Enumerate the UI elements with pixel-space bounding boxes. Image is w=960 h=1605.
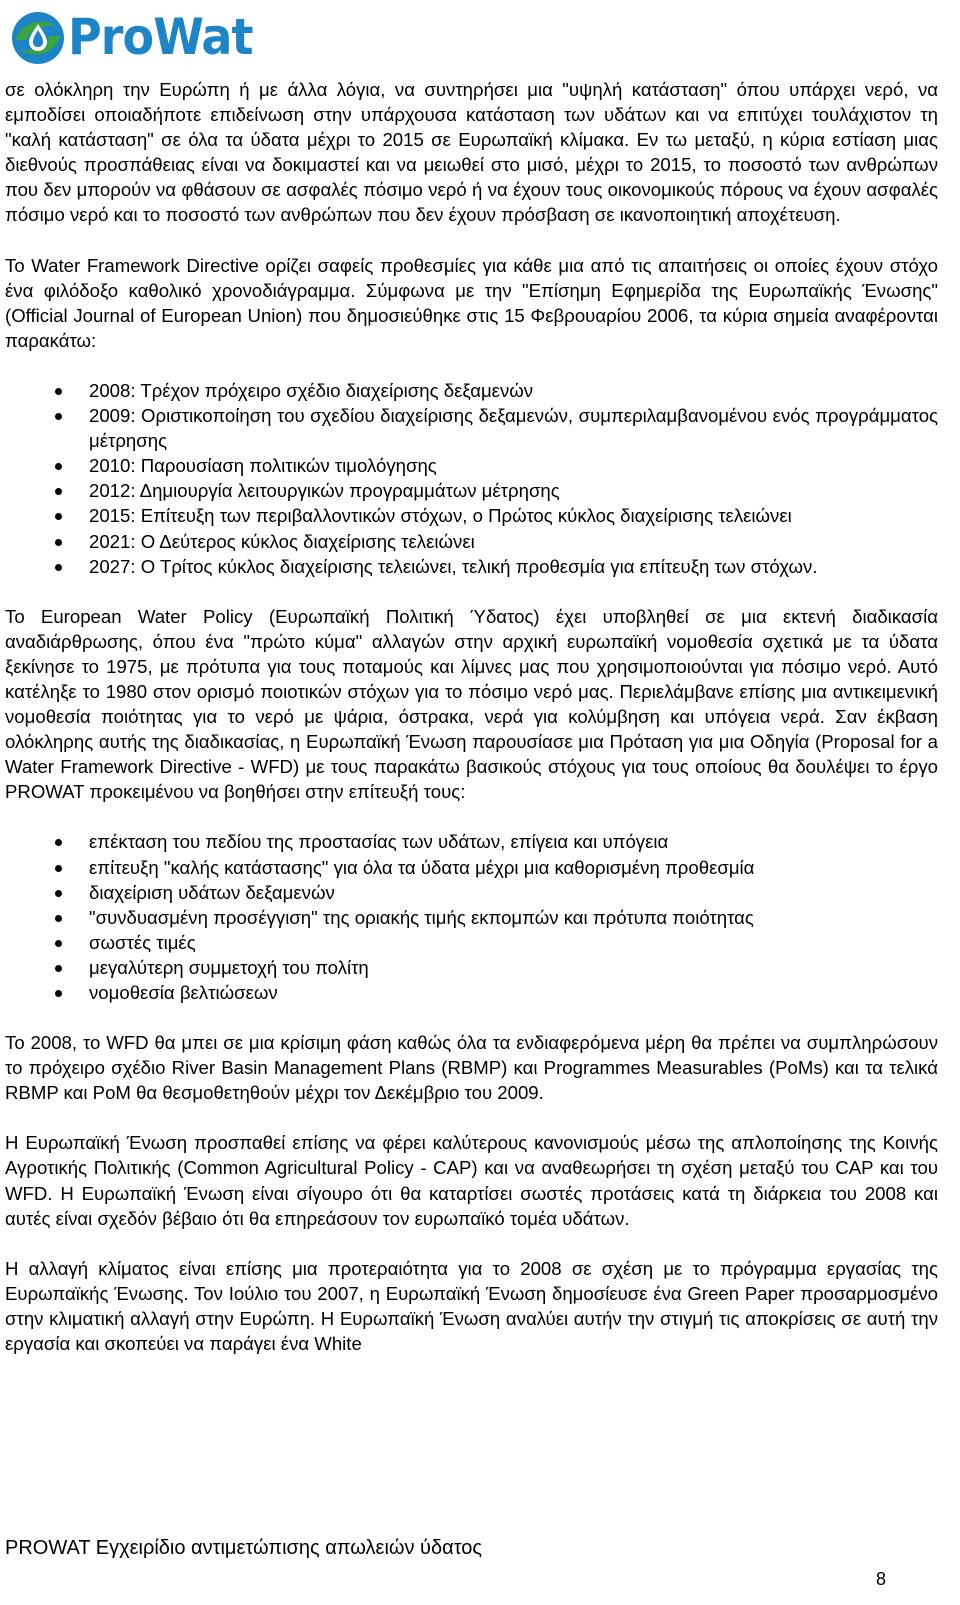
- logo-wordmark: ProWat: [68, 8, 253, 66]
- bullet-icon: [55, 564, 62, 571]
- bullet-icon: [55, 463, 62, 470]
- bullet-icon: [55, 915, 62, 922]
- page-number: 8: [876, 1569, 887, 1589]
- bullet-icon: [55, 539, 62, 546]
- list-item: επέκταση του πεδίου της προστασίας των υδάτων, επίγεια και υπόγεια: [5, 829, 938, 854]
- list-item: διαχείριση υδάτων δεξαμενών: [5, 880, 938, 905]
- bullet-icon: [55, 413, 62, 420]
- paragraph-6: Η αλλαγή κλίματος είναι επίσης μια προτεραιότητα για το 2008 σε σχέση με το πρόγραμμα εργασίας της Ευρωπαϊκής Ένωσης. Τον Ιούλιο του 2007, η Ευρωπαϊκή Ένωση δημοσίευσε ένα Green Paper προσαρμοσμένο στην κλιματική αλλαγή στην Ευρώπη. Η Ευρωπαϊκή Ένωση αναλύει αυτήν την στιγμή τις αποκρίσεις σε αυτή την εργασία και σκοπεύει να παράγει ένα White: [5, 1257, 938, 1355]
- bullet-icon: [55, 940, 62, 947]
- footer-title: PROWAT Εγχειρίδιο αντιμετώπισης απωλειών ύδατος: [5, 1537, 483, 1559]
- bullet-icon: [55, 488, 62, 495]
- document-body: [5, 77, 938, 1381]
- paragraph-2: Το Water Framework Directive ορίζει σαφείς προθεσμίες για κάθε μια από τις απαιτήσεις οι οποίες έχουν στόχο ένα φιλόδοξο καθολικό χρονοδιάγραμμα. Σύμφωνα με την "Επίσημη Εφημερίδα της Ευρωπαϊκής Ένωσης" (Official Journal of European Union) που δημοσιεύθηκε στις 15 Φεβρουαρίου 2006, τα κύρια σημεία αναφέρονται παρακάτω:: [5, 254, 938, 351]
- list-item: επίτευξη "καλής κατάστασης" για όλα τα ύδατα μέχρι μια καθορισμένη προθεσμία: [5, 855, 938, 880]
- list-item: 2009: Οριστικοποίηση του σχεδίου διαχείρισης δεξαμενών, συμπεριλαμβανομένου ενός προγράμματος μέτρησης: [5, 403, 938, 453]
- list-item: 2015: Επίτευξη των περιβαλλοντικών στόχων, ο Πρώτος κύκλος διαχείρισης τελειώνει: [5, 503, 938, 528]
- list-item: 2021: Ο Δεύτερος κύκλος διαχείρισης τελειώνει: [5, 529, 938, 554]
- bullet-icon: [55, 388, 62, 395]
- paragraph-5: Η Ευρωπαϊκή Ένωση προσπαθεί επίσης να φέρει καλύτερους κανονισμούς μέσω της απλοποίησης της Κοινής Αγροτικής Πολιτικής (Common Agricultural Policy - CAP) και να αναθεωρήσει τη σχέση μεταξύ του CAP και του WFD. Η Ευρωπαϊκή Ένωση είναι σίγουρο ότι θα καταρτίσει σωστές προτάσεις κατά τη διάρκεια του 2008 και αυτές είναι σχεδόν βέβαιο ότι θα επηρεάσουν τον ευρωπαϊκό τομέα υδάτων.: [5, 1132, 938, 1229]
- paragraph-1: σε ολόκληρη την Ευρώπη ή με άλλα λόγια, να συντηρήσει μια "υψηλή κατάσταση" όπου υπάρχει νερό, να εμποδίσει οποιαδήποτε επιδείνωση στην υπάρχουσα κατάσταση των υδάτων και να επιτύχει τουλάχιστον τη "καλή κατάσταση" σε όλα τα ύδατα μέχρι το 2015 σε Ευρωπαϊκή κλίμακα. Εν τω μεταξύ, η κύρια εστίαση μιας διεθνούς προσπάθειας είναι να δοκιμαστεί και να μειωθεί στο μισό, μέχρι το 2015, το ποσοστό των ανθρώπων που δεν μπορούν να φθάσουν σε ασφαλές πόσιμο νερό ή να έχουν τους οικονομικούς πόρους να έχουν ασφαλές πόσιμο νερό και το ποσοστό των ανθρώπων που δεν έχουν πρόσβαση σε ικανοποιητική αποχέτευση.: [5, 79, 938, 226]
- list-item: "συνδυασμένη προσέγγιση" της οριακής τιμής εκπομπών και πρότυπα ποιότητας: [5, 905, 938, 930]
- prowat-logo: [10, 8, 253, 66]
- list-item: σωστές τιμές: [5, 930, 938, 955]
- objectives-list: [5, 829, 938, 1005]
- paragraph-4: Το 2008, το WFD θα μπει σε μια κρίσιμη φάση καθώς όλα τα ενδιαφερόμενα μέρη θα πρέπει να συμπληρώσουν το πρόχειρο σχέδιο River Basin Management Plans (RBMP) και Programmes Measurables (PoMs) και τα τελικά RBMP και PoM θα θεσμοθετηθούν μέχρι τον Δεκέμβριο του 2009.: [5, 1032, 938, 1104]
- milestones-list: [5, 378, 938, 579]
- bullet-icon: [55, 839, 62, 846]
- list-item: 2010: Παρουσίαση πολιτικών τιμολόγησης: [5, 453, 938, 478]
- water-drop-swirl-icon: [10, 10, 66, 66]
- bullet-icon: [55, 865, 62, 872]
- list-item: 2012: Δημιουργία λειτουργικών προγραμμάτων μέτρησης: [5, 478, 938, 503]
- list-item: 2027: Ο Τρίτος κύκλος διαχείρισης τελειώνει, τελική προθεσμία για επίτευξη των στόχων.: [5, 554, 938, 579]
- list-item: μεγαλύτερη συμμετοχή του πολίτη: [5, 955, 938, 980]
- bullet-icon: [55, 513, 62, 520]
- bullet-icon: [55, 965, 62, 972]
- paragraph-3: Το European Water Policy (Ευρωπαϊκή Πολιτική Ύδατος) έχει υποβληθεί σε μια εκτενή διαδικασία αναδιάρθρωσης, όπου ένα "πρώτο κύμα" αλλαγών στην αρχική ευρωπαϊκή νομοθεσία σχετικά με τα ύδατα ξεκίνησε το 1975, με πρότυπα για τους ποταμούς και λίμνες μας που χρησιμοποιούνται για πόσιμο νερό. Αυτό κατέληξε το 1980 στον ορισμό ποιοτικών στόχων για το πόσιμο νερό μας. Περιελάμβανε επίσης μια αντικειμενική νομοθεσία ποιότητας για το νερό με ψάρια, όστρακα, νερά για κολύμβηση και υπόγεια νερά. Σαν έκβαση ολόκληρης αυτής της διαδικασίας, η Ευρωπαϊκή Ένωση παρουσίασε μια Πρόταση για μια Οδηγία (Proposal for a Water Framework Directive - WFD) με τους παρακάτω βασικούς στόχους για τους οποίους θα δουλέψει το έργο PROWAT προκειμένου να βοηθήσει στην επίτευξή τους:: [5, 605, 938, 803]
- bullet-icon: [55, 990, 62, 997]
- list-item: νομοθεσία βελτιώσεων: [5, 980, 938, 1005]
- bullet-icon: [55, 890, 62, 897]
- list-item: 2008: Τρέχον πρόχειρο σχέδιο διαχείρισης δεξαμενών: [5, 378, 938, 403]
